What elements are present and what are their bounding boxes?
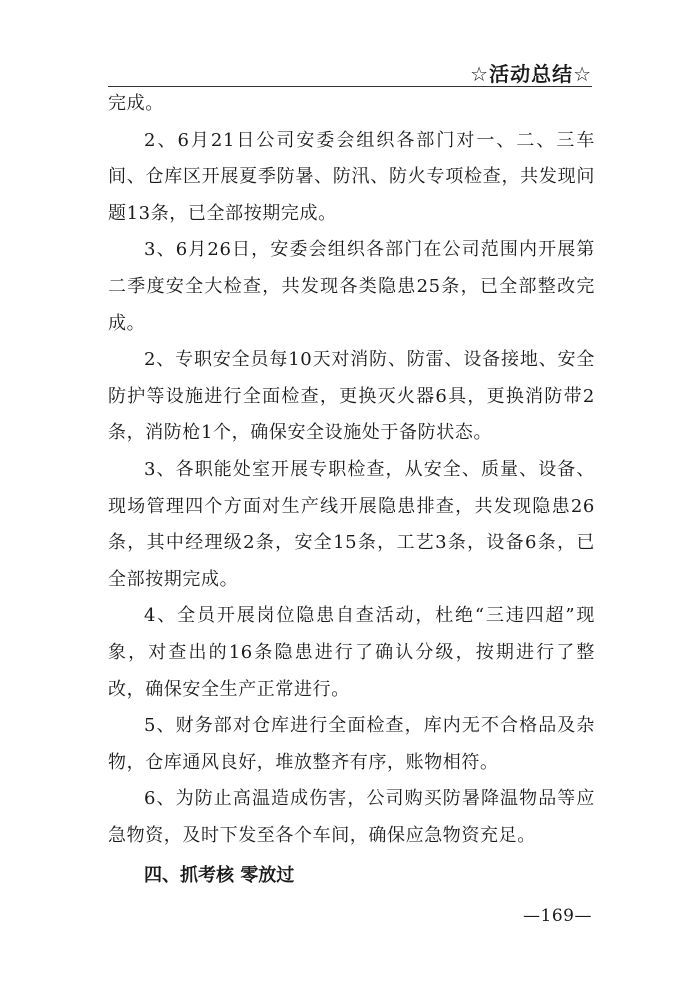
paragraph-item: 5、财务部对仓库进行全面检查，库内无不合格品及杂物，仓库通风良好，堆放整齐有序，账物相符。 <box>108 715 595 773</box>
paragraph-item: 4、全员开展岗位隐患自查活动，杜绝“三违四超”现象，对查出的16条隐患进行了确认分级，按期进行了整改，确保安全生产正常进行。 <box>108 605 595 700</box>
paragraph-item: 6、为防止高温造成伤害，公司购买防暑降温物品等应急物资，及时下发至各个车间，确保应急物资充足。 <box>108 788 595 846</box>
paragraph-item: 2、6月21日公司安委会组织各部门对一、二、三车间、仓库区开展夏季防暑、防汛、防火专项检查，共发现问题13条，已全部按期完成。 <box>108 129 595 224</box>
header-title: ☆活动总结☆ <box>470 62 592 86</box>
paragraph-continuation: 完成。 <box>108 93 164 114</box>
document-body <box>108 86 595 894</box>
paragraph-item: 3、各职能处室开展专职检查，从安全、质量、设备、现场管理四个方面对生产线开展隐患排查，共发现隐患26条，其中经理级2条，安全15条，工艺3条，设备6条，已全部按期完成。 <box>108 458 595 590</box>
page-number: —169— <box>523 906 592 926</box>
paragraph-item: 2、专职安全员每10天对消防、防雷、设备接地、安全防护等设施进行全面检查，更换灭火器6具，更换消防带2条，消防枪1个，确保安全设施处于备防状态。 <box>108 349 595 444</box>
section-heading: 四、抓考核 零放过 <box>144 865 295 887</box>
paragraph-item: 3、6月26日，安委会组织各部门在公司范围内开展第二季度安全大检查，共发现各类隐患25条，已全部整改完成。 <box>108 239 595 334</box>
page-header <box>108 56 592 87</box>
